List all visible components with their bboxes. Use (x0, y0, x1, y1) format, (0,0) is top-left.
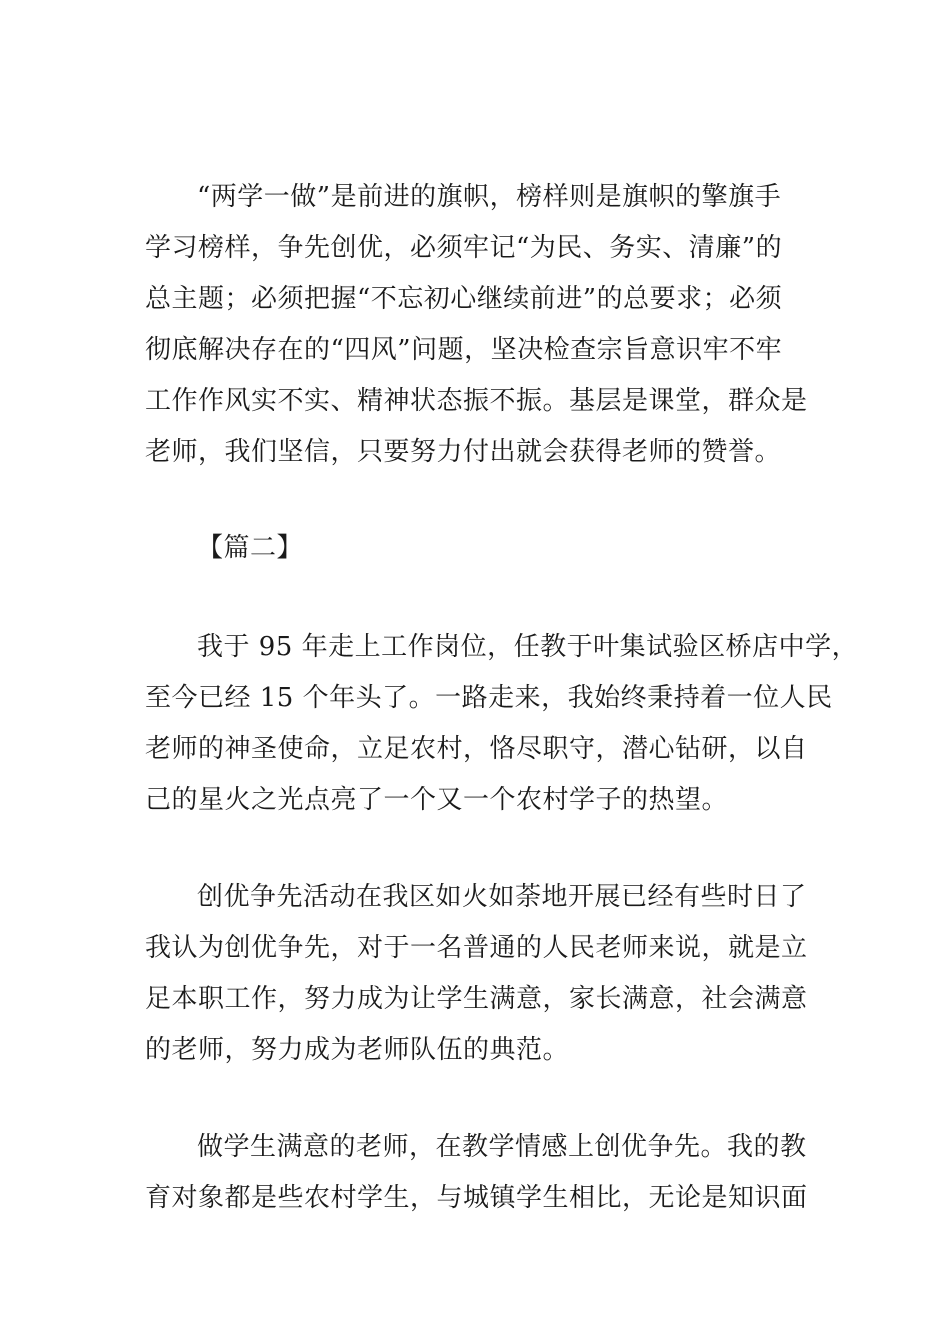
section-heading: 【篇二】 (197, 533, 304, 563)
paragraph-4-line-1: 做学生满意的老师，在教学情感上创优争先。我的教 (197, 1132, 807, 1162)
paragraph-3-line-4: 的老师，努力成为老师队伍的典范。 (145, 1035, 570, 1065)
paragraph-1-line-6: 老师，我们坚信，只要努力付出就会获得老师的赞誉。 (145, 437, 782, 467)
paragraph-2-line-2: 至今已经 15 个年头了。一路走来，我始终秉持着一位人民 (145, 683, 833, 713)
paragraph-3-line-2: 我认为创优争先，对于一名普通的人民老师来说，就是立 (145, 933, 808, 963)
paragraph-4-line-2: 育对象都是些农村学生，与城镇学生相比，无论是知识面 (145, 1183, 808, 1213)
paragraph-1-line-5: 工作作风实不实、精神状态振不振。基层是课堂，群众是 (145, 386, 808, 416)
paragraph-1-line-4: 彻底解决存在的“四风”问题，坚决检查宗旨意识牢不牢 (145, 335, 783, 365)
paragraph-1-line-1: “两学一做”是前进的旗帜，榜样则是旗帜的擎旗手 (197, 182, 782, 212)
paragraph-2-line-4: 己的星火之光点亮了一个又一个农村学子的热望。 (145, 785, 729, 815)
paragraph-3-line-3: 足本职工作，努力成为让学生满意，家长满意，社会满意 (145, 984, 808, 1014)
paragraph-2-line-1: 我于 95 年走上工作岗位，任教于叶集试验区桥店中学， (197, 632, 859, 662)
paragraph-3-line-1: 创优争先活动在我区如火如荼地开展已经有些时日了 (197, 882, 807, 912)
paragraph-1-line-2: 学习榜样，争先创优，必须牢记“为民、务实、清廉”的 (145, 233, 783, 263)
paragraph-2-line-3: 老师的神圣使命，立足农村，恪尽职守，潜心钻研，以自 (145, 734, 808, 764)
paragraph-1-line-3: 总主题；必须把握“不忘初心继续前进”的总要求；必须 (145, 284, 783, 314)
